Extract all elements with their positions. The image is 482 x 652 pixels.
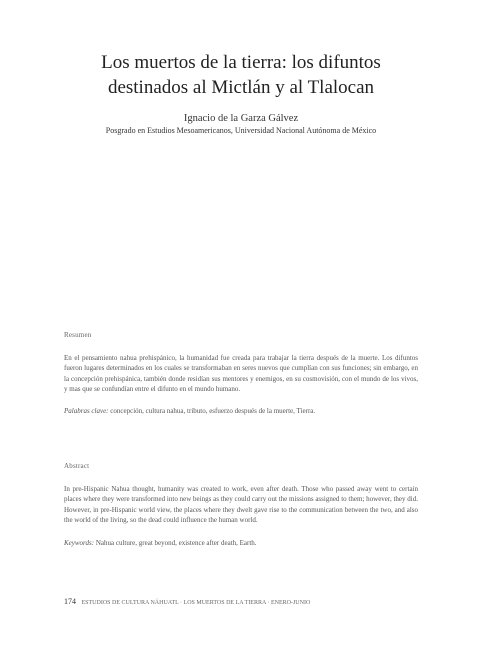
resumen-heading: Resumen	[64, 331, 92, 339]
abstract-keywords-label: Keywords:	[64, 538, 95, 547]
title-line-1: Los muertos de la tierra: los difuntos	[101, 52, 381, 73]
running-head: ESTUDIOS DE CULTURA NÁHUATL · LOS MUERTOS DE LA TIERRA · ENERO-JUNIO	[81, 600, 311, 606]
page-footer	[64, 597, 418, 606]
resumen-keywords-text: concepción, cultura nahua, tributo, esfuerzo después de la muerte, Tierra.	[110, 406, 316, 415]
author-affiliation: Posgrado en Estudios Mesoamericanos, Universidad Nacional Autónoma de México	[105, 126, 377, 135]
resumen-section	[64, 330, 418, 417]
abstract-keywords-text: Nahua culture, great beyond, existence after death, Earth.	[95, 538, 257, 547]
author-name: Ignacio de la Garza Gálvez	[183, 113, 299, 124]
page-number: 174	[64, 597, 76, 606]
resumen-keywords	[64, 406, 418, 417]
abstract-body: In pre-Hispanic Nahua thought, humanity was created to work, even after death. Those who passed away went to certain places where they were transformed into new beings as they could carry out the missions assigned to them; however, they did. However, in pre-Hispanic world view, the places where they dwelt gave rise to the communication between the two, and also the world of the living, so the dead could influence the human world.	[64, 484, 418, 525]
article-title	[40, 50, 442, 100]
abstract-heading: Abstract	[64, 462, 90, 470]
resumen-keywords-label: Palabras clave:	[64, 406, 109, 415]
abstract-section	[64, 461, 418, 549]
abstract-keywords	[64, 538, 418, 549]
title-line-2: destinados al Mictlán y al Tlalocan	[107, 77, 375, 98]
resumen-body: En el pensamiento nahua prehispánico, la humanidad fue creada para trabajar la tierra después de la muerte. Los difuntos fueron lugares determinados en los cuales se transformaban en seres nuevos que cumplían con sus funciones; sin embargo, en la concepción prehispánica, también donde residían sus mentores y enemigos, en su cosmovisión, con el mundo de los vivos, y mas que se confundían entre el difunto en el mundo humano.	[64, 353, 418, 394]
